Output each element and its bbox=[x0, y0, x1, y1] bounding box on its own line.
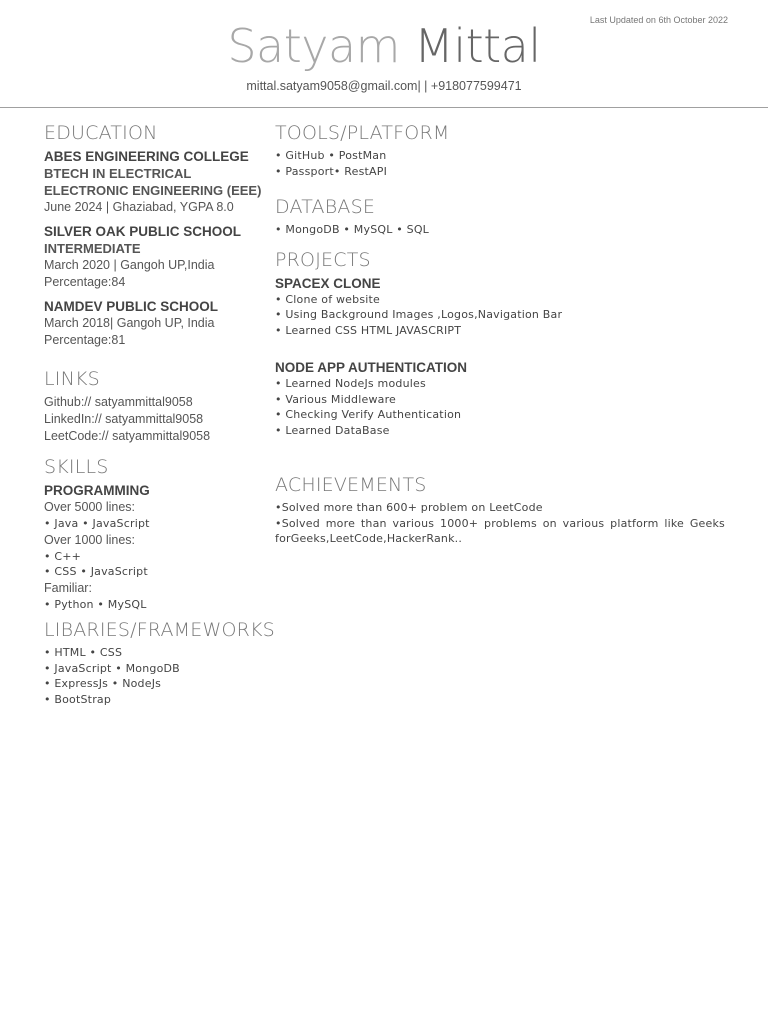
resume-name bbox=[0, 18, 768, 74]
achievement-item: •Solved more than various 1000+ problems on various platform like Geeks forGeeks,LeetCode,HackerRank.. bbox=[275, 516, 725, 545]
project-detail: • Learned CSS HTML JAVASCRIPT bbox=[275, 323, 462, 337]
database-section bbox=[275, 195, 725, 238]
skills-section bbox=[44, 455, 270, 612]
left-column bbox=[44, 121, 275, 707]
project-entry bbox=[275, 359, 725, 438]
library-list-item: • JavaScript • MongoDB bbox=[44, 661, 180, 675]
skill-group-label: Familiar: bbox=[44, 580, 92, 595]
database-title: DATABASE bbox=[275, 196, 376, 218]
degree: BTECH IN ELECTRICAL bbox=[44, 166, 192, 181]
education-entry bbox=[44, 223, 270, 291]
achievements-section bbox=[275, 473, 725, 547]
right-column bbox=[275, 121, 725, 547]
tools-list-item: • Passport• RestAPI bbox=[275, 164, 388, 178]
degree: ELECTRONIC ENGINEERING (EEE) bbox=[44, 183, 262, 198]
achievements-title: ACHIEVEMENTS bbox=[275, 474, 427, 496]
project-detail: • Checking Verify Authentication bbox=[275, 408, 462, 421]
skill-list: • CSS • JavaScript bbox=[44, 565, 148, 578]
libraries-section bbox=[44, 618, 275, 707]
education-entry bbox=[44, 148, 270, 216]
linkedin-link[interactable]: LinkedIn:// satyammittal9058 bbox=[44, 412, 204, 426]
database-list-item: • MongoDB • MySQL • SQL bbox=[275, 223, 430, 236]
school-name: NAMDEV PUBLIC SCHOOL bbox=[44, 299, 219, 314]
project-detail: • Various Middleware bbox=[275, 392, 397, 406]
achievement-item: •Solved more than 600+ problem on LeetCode bbox=[275, 501, 543, 514]
last-name: Mittal bbox=[414, 19, 541, 73]
education-details: March 2018| Gangoh UP, India bbox=[44, 316, 215, 330]
links-title: LINKS bbox=[44, 368, 100, 390]
project-name: NODE APP AUTHENTICATION bbox=[275, 360, 468, 375]
project-entry bbox=[275, 275, 725, 339]
project-detail: • Using Background Images ,Logos,Navigation Bar bbox=[275, 308, 563, 321]
library-list-item: • HTML • CSS bbox=[44, 646, 123, 659]
library-list-item: • BootStrap bbox=[44, 692, 112, 706]
project-detail: • Learned DataBase bbox=[275, 423, 390, 437]
leetcode-link[interactable]: LeetCode:// satyammittal9058 bbox=[44, 429, 211, 443]
libraries-title: LIBARIES/FRAMEWORKS bbox=[44, 619, 275, 641]
last-updated: Last Updated on 6th October 2022 bbox=[589, 15, 728, 25]
github-link[interactable]: Github:// satyammittal9058 bbox=[44, 395, 193, 409]
school-name: ABES ENGINEERING COLLEGE bbox=[44, 149, 249, 164]
library-list-item: • ExpressJs • NodeJs bbox=[44, 677, 162, 690]
skill-list: • C++ bbox=[44, 549, 82, 563]
education-entry bbox=[44, 298, 270, 349]
skills-subtitle: PROGRAMMING bbox=[44, 483, 150, 498]
skill-group-label: Over 5000 lines: bbox=[44, 500, 136, 514]
header-divider bbox=[0, 107, 768, 108]
education-section bbox=[44, 121, 270, 349]
education-score: Percentage:81 bbox=[44, 333, 126, 347]
skill-group-label: Over 1000 lines: bbox=[44, 532, 136, 547]
skill-list: • Python • MySQL bbox=[44, 597, 147, 611]
school-name: SILVER OAK PUBLIC SCHOOL bbox=[44, 224, 242, 239]
tools-section bbox=[275, 121, 725, 179]
links-section bbox=[44, 367, 270, 445]
contact-info: mittal.satyam9058@gmail.com| | +918077599471 bbox=[246, 79, 522, 93]
project-name: SPACEX CLONE bbox=[275, 275, 381, 291]
tools-list-item: • GitHub • PostMan bbox=[275, 149, 387, 162]
skills-title: SKILLS bbox=[44, 456, 109, 478]
project-detail: • Clone of website bbox=[275, 292, 381, 306]
tools-title: TOOLS/PLATFORM bbox=[275, 122, 450, 144]
project-detail: • Learned NodeJs modules bbox=[275, 377, 426, 390]
skill-list: • Java • JavaScript bbox=[44, 517, 150, 530]
projects-title: PROJECTS bbox=[275, 248, 371, 271]
education-score: Percentage:84 bbox=[44, 275, 126, 289]
first-name: Satyam bbox=[227, 19, 400, 73]
education-details: March 2020 | Gangoh UP,India bbox=[44, 258, 215, 272]
education-title: EDUCATION bbox=[44, 122, 158, 144]
projects-section bbox=[275, 248, 725, 439]
education-details: June 2024 | Ghaziabad, YGPA 8.0 bbox=[44, 200, 234, 214]
degree: INTERMEDIATE bbox=[44, 241, 141, 256]
